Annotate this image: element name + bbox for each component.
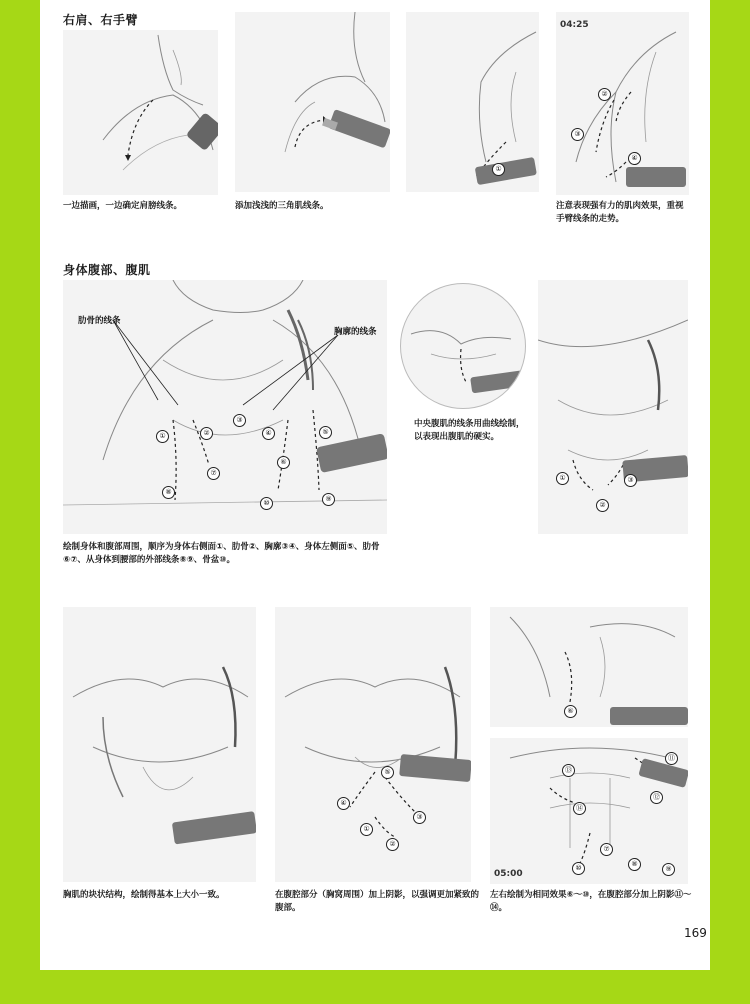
sketch-panel-abs-top <box>490 607 688 727</box>
marker-6-torso: ⑥ <box>277 456 290 469</box>
marker-4-shoulder: ④ <box>628 152 641 165</box>
marker-8-torso: ⑧ <box>162 486 175 499</box>
marker-1-shadow: ① <box>360 823 373 836</box>
timestamp-1: 04:25 <box>560 20 589 30</box>
marker-2-right: ② <box>596 499 609 512</box>
abdomen-shadow-sketch <box>275 607 471 882</box>
section-title-shoulder: 右肩、右手臂 <box>63 13 139 27</box>
shoulder-sketch-3 <box>406 12 539 192</box>
marker-3-right: ③ <box>624 474 637 487</box>
section-title-abdomen: 身体腹部、腹肌 <box>63 263 151 277</box>
marker-3-shoulder: ③ <box>571 128 584 141</box>
marker-2-shoulder: ② <box>598 88 611 101</box>
annotation-rib-lines: 肋骨的线条 <box>78 316 121 326</box>
sketch-panel-shoulder-3 <box>406 12 539 192</box>
caption-shoulder-2: 添加浅浅的三角肌线条。 <box>235 201 329 211</box>
marker-1-shoulder: ① <box>492 163 505 176</box>
marker-1-torso: ① <box>156 430 169 443</box>
sketch-panel-torso-right <box>538 280 688 534</box>
caption-shoulder-1: 一边描画，一边确定肩膀线条。 <box>63 201 183 211</box>
marker-4-torso: ④ <box>262 427 275 440</box>
sketch-panel-shoulder-4 <box>556 12 689 195</box>
sketch-panel-abs-bottom <box>490 738 688 884</box>
marker-12: ⑫ <box>650 791 663 804</box>
caption-pecs: 胸肌的块状结构，绘制得基本上大小一致。 <box>63 890 225 900</box>
marker-10-torso: ⑩ <box>260 497 273 510</box>
marker-9-torso: ⑨ <box>322 493 335 506</box>
marker-9-bottom: ⑨ <box>662 863 675 876</box>
caption-abs: 左右绘制为相同效果⑥～⑩，在腹腔部分加上阴影⑪～⑭。 <box>490 890 692 913</box>
shoulder-sketch-2 <box>235 12 390 192</box>
sketch-panel-shoulder-2 <box>235 12 390 192</box>
caption-torso-main: 绘制身体和腹部周围，顺序为身体右侧面①、肋骨②、胸廓③④、身体左侧面⑤、肋骨⑥⑦、从身体到腰部的外部线条⑧⑨、骨盆⑩。 <box>63 542 380 565</box>
sketch-panel-abdomen-shadow <box>275 607 471 882</box>
marker-1-right: ① <box>556 472 569 485</box>
timestamp-2: 05:00 <box>494 869 523 879</box>
caption-shoulder-3: 注意表现强有力的肌肉效果，重视手臂线条的走势。 <box>556 201 684 224</box>
marker-4-shadow: ④ <box>337 797 350 810</box>
shoulder-sketch-4 <box>556 12 689 195</box>
marker-7-bottom: ⑦ <box>600 843 613 856</box>
abs-bottom-sketch <box>490 738 688 884</box>
marker-14: ⑭ <box>573 802 586 815</box>
marker-8-bottom: ⑧ <box>628 858 641 871</box>
marker-6-top: ⑥ <box>564 705 577 718</box>
shoulder-sketch-1 <box>63 30 218 195</box>
zoom-circle-abdomen <box>400 283 526 409</box>
pecs-sketch <box>63 607 256 882</box>
sketch-panel-pecs <box>63 607 256 882</box>
caption-zoom: 中央腹肌的线条用曲线绘制，以表现出腹肌的硬实。 <box>414 419 525 442</box>
caption-abdomen-shadow: 在腹腔部分（胸窝周围）加上阴影，以强调更加紧致的腹部。 <box>275 890 480 913</box>
marker-3-shadow: ③ <box>413 811 426 824</box>
annotation-ribcage-lines: 胸廓的线条 <box>334 327 377 337</box>
marker-2-shadow: ② <box>386 838 399 851</box>
torso-right-sketch <box>538 280 688 534</box>
marker-3-torso: ③ <box>233 414 246 427</box>
marker-13: ⑬ <box>562 764 575 777</box>
marker-10-bottom: ⑩ <box>572 862 585 875</box>
marker-11: ⑪ <box>665 752 678 765</box>
page-number: 169 <box>684 926 707 940</box>
marker-2-torso: ② <box>200 427 213 440</box>
marker-5-torso: ⑤ <box>319 426 332 439</box>
marker-7-torso: ⑦ <box>207 467 220 480</box>
sketch-panel-shoulder-1 <box>63 30 218 195</box>
zoom-circle-sketch <box>401 284 525 408</box>
abs-top-sketch <box>490 607 688 727</box>
marker-5-shadow: ⑤ <box>381 766 394 779</box>
